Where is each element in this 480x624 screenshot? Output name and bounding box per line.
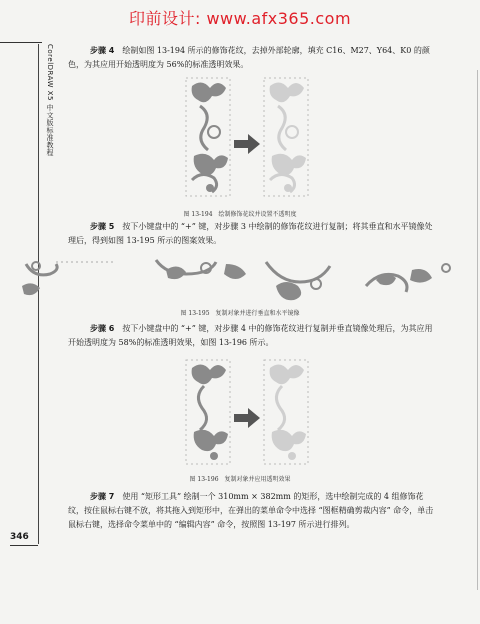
step-4-text: 绘制如图 13-194 所示的修饰花纹，去掉外部轮廓，填充 C16、M27、Y64、K0 的颜色，为其应用开始透明度为 56%的标准透明效果。 xyxy=(68,46,430,69)
arrow-icon xyxy=(234,408,260,428)
step-7-label: 步骤 7 xyxy=(90,492,115,501)
step-4-label: 步骤 4 xyxy=(90,46,115,55)
figure-13-196 xyxy=(170,358,320,468)
step-5-paragraph xyxy=(68,220,434,248)
border-ornament-4 xyxy=(366,264,450,292)
page-number-rule xyxy=(10,545,38,546)
step-4-paragraph xyxy=(68,44,434,72)
step-5-text: 按下小键盘中的 “+” 键，对步骤 3 中绘制的修饰花纹进行复制；将其垂直和水平镜像处理后，得到如图 13-195 所示的图案效果。 xyxy=(68,222,433,245)
site-banner: 印前设计: www.afx365.com xyxy=(128,9,352,28)
ornament-left xyxy=(186,78,230,196)
figure-13-195 xyxy=(16,256,464,302)
border-ornament-2 xyxy=(156,260,246,279)
top-rule xyxy=(0,42,42,43)
caption-13-195: 图 13-195 复制对象并进行垂直和水平镜像 xyxy=(180,310,300,317)
arrow-icon xyxy=(234,134,260,154)
step-6-text: 按下小键盘中的 “+” 键，对步骤 4 中的修饰花纹进行复制并垂直镜像处理后，为其应用开始透明度为 58%的标准透明效果，如图 13-196 所示。 xyxy=(68,324,433,347)
caption-13-194: 图 13-194 绘制修饰花纹并设置不透明度 xyxy=(183,211,297,218)
step-6-label: 步骤 6 xyxy=(90,324,115,333)
border-ornament-3 xyxy=(266,262,330,300)
step-5-label: 步骤 5 xyxy=(90,222,115,231)
ornament-left-196 xyxy=(186,360,230,464)
step-7-text: 使用 “矩形工具” 绘制一个 310mm × 382mm 的矩形，选中绘制完成的 4 组修饰花纹，按住鼠标右键不放，将其拖入到矩形中，在弹出的菜单命令中选择 “图框精确剪裁内容” 命令，单击鼠标右键，选择命令菜单中的 “编辑内容” 命令，按照图 13-197 所示进行排列。 xyxy=(68,492,434,529)
ornament-right xyxy=(264,78,308,196)
step-7-paragraph xyxy=(68,490,434,532)
figure-13-194 xyxy=(170,76,320,200)
page-number: 346 xyxy=(10,532,29,542)
scan-edge xyxy=(477,70,478,590)
ornament-right-196 xyxy=(264,360,308,464)
border-ornament-1 xyxy=(22,262,116,295)
step-6-paragraph xyxy=(68,322,434,350)
caption-13-196: 图 13-196 复制对象并应用透明效果 xyxy=(189,476,291,483)
chapter-side-label: CorelDRAW X5 中文版标准教程 xyxy=(46,44,54,157)
